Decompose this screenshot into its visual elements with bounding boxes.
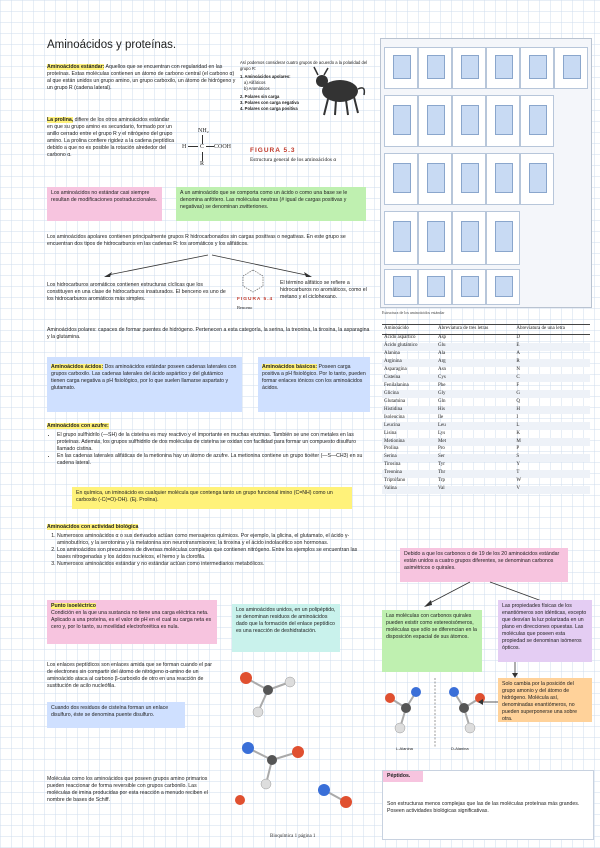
formula-c: C [200, 144, 205, 150]
table-cell: M [514, 438, 590, 446]
opticos-box: Las propiedades físicas de los enantiómeros son idénticas, excepto que desvían la luz polarizada en un plano en direcciones opuestas. Las moléculas que poseen esta propiedad se denominan isómeros ópticos. [498, 600, 592, 662]
isoelectrico-heading: Punto isoeléctrico [51, 603, 96, 609]
table-cell: Isoleucina [384, 414, 405, 420]
table-cell: A [516, 351, 521, 357]
table-row [382, 446, 590, 454]
table-cell: Trp [437, 478, 446, 484]
structure-cell [520, 47, 554, 89]
table-cell: Glicina [382, 390, 436, 398]
polarity-item: 3. Polares con carga negativa [240, 100, 299, 106]
peptidicos-paragraph: Los enlaces peptídicos son enlaces amida que se forman cuando el par de electrones sin compartir del átomo de nitrógeno α-amino de un aminoácido ataca al carbono β-carboxilo de otro en una reacción de sustitución de acilo nucleófila. [47, 662, 212, 690]
formula-cooh: COOH [214, 144, 232, 150]
table-cell: Glu [436, 343, 514, 351]
structure-cell [418, 269, 452, 305]
figure-54-label: FIGURA 5.4 [237, 297, 274, 302]
page-footer: Bioquímica 1 página 1 [270, 834, 316, 839]
table-cell: Tirosina [384, 462, 401, 468]
structure-cell [452, 153, 486, 205]
table-cell: N [516, 367, 521, 373]
acidos-heading: Aminoácidos ácidos: [51, 364, 104, 370]
table-cell: Q [516, 398, 521, 404]
enantiomeros-box: Solo cambia por la posición del grupo amonio y del átomo de hidrógeno. Molécula así, denominadas enantiómeros, no pueden superponerse una sobre otra. [498, 678, 592, 722]
structures-caption: Estructura de los aminoácidos estándar [382, 310, 445, 315]
asimetricos-box: Debido a que los carbonos α de 19 de los 20 aminoácidos estándar están unidos a cuatro grupos diferentes, se denominan carbonos asimétricos o quirales. [400, 548, 568, 582]
basicos-box [258, 357, 370, 412]
actividad-item: 3. Numerosos aminoácidos estándar y no estándar actúan como intermediarios metabólicos. [57, 561, 372, 568]
table-header: Abreviatura de una letra [514, 325, 590, 335]
table-row [382, 390, 590, 398]
benzene-ring-icon [240, 268, 266, 294]
intro-heading: Aminoácidos estándar: [47, 64, 105, 70]
table-cell: Ácido glutámico [382, 343, 436, 351]
polarity-item: 1. Aminoácidos apolares: [240, 74, 291, 80]
down-arrow-icon [510, 662, 520, 678]
structure-cell [486, 269, 520, 305]
table-header: Aminoácido [382, 325, 436, 335]
amino-acid-table [382, 324, 590, 494]
table-header: Abreviatura de tres letras [436, 325, 514, 335]
structure-cell [520, 153, 554, 205]
table-row [382, 438, 590, 446]
table-cell: Ala [437, 351, 446, 357]
table-cell: D [516, 335, 521, 341]
table-cell: Lys [437, 430, 446, 436]
table-cell: Glutamina [384, 398, 406, 404]
actividad-section [47, 524, 372, 568]
structure-cell [452, 95, 486, 147]
table-cell: Asparagina [384, 367, 407, 373]
table-cell: Cisteína [382, 374, 436, 382]
table-cell: Gln [437, 398, 446, 404]
polarity-item: 4. Polares con carga positiva [240, 105, 298, 111]
polipeptido-box: Los aminoácidos unidos, en un polipéptido, se denominan residuos de aminoácidos dado que la formación del enlace peptídico es una reacción de deshidratación. [232, 604, 340, 652]
polarity-item: 2. Polares sin carga [240, 94, 280, 100]
alifatico-paragraph: El término alifático se refiere a hidrocarburos no aromáticos, como el metano y el ciclohexano. [280, 280, 367, 301]
acidos-text: Dos aminoácidos estándar poseen cadenas laterales con grupos carboxilo. Las cadenas laterales del ácido aspártico y del glutámico tienen carga negativa a pH fisiológico, por lo que suelen llamarse aspartato y glutamato. [51, 364, 237, 392]
table-cell: R [514, 359, 590, 367]
table-row [382, 462, 590, 470]
general-formula [178, 127, 232, 175]
peptidos-heading: Péptidos. [383, 771, 423, 782]
table-row [382, 478, 590, 486]
d-alanina-label: D-Alanina [451, 746, 469, 751]
table-cell: S [514, 454, 590, 462]
structure-cell [384, 269, 418, 305]
basicos-heading: Aminoácidos básicos: [262, 364, 318, 370]
figure-54-caption: Benceno [237, 305, 253, 310]
table-row [382, 406, 590, 414]
table-cell: Leu [436, 422, 514, 430]
structure-cell [486, 211, 520, 265]
prolina-text: difiere de los otros aminoácidos estándar en que su grupo amino es secundario, formado por un anillo cerrado entre el grupo R y el nitrógeno del grupo amino. La prolina confiere rigidez a la cadena peptídica debido a que no es posible la rotación alrededor del carbono α. [47, 117, 175, 159]
table-cell: Treonina [382, 470, 436, 478]
table-row [382, 334, 590, 342]
acidos-box [47, 357, 242, 412]
intro-paragraph [47, 64, 237, 92]
table-cell: Lisina [384, 430, 397, 436]
table-cell: Val [436, 486, 514, 494]
l-alanina-label: L-Alanina [396, 746, 413, 751]
structure-cell [418, 211, 452, 265]
azufre-item: • En las cadenas laterales alifáticas de la metionina hay un átomo de azufre. La metionina contiene un grupo tioéter (—S—CH3) en su cadena lateral. [57, 453, 372, 467]
structure-cell [452, 47, 486, 89]
actividad-heading: Aminoácidos con actividad biológica [47, 524, 139, 530]
table-cell: Metionina [382, 438, 436, 446]
structure-cell [486, 95, 520, 147]
peptidos-text: Son estructuras menos complejas que las de las moléculas proteínas más grandes. Poseen actividades biológicas significativas. [387, 801, 580, 815]
structure-cell [384, 153, 418, 205]
mascot-illustration [308, 65, 368, 117]
iminoacido-box: En química, un iminoácido es cualquier molécula que contenga tanto un grupo funcional imino (C=NH) como un carboxilo (-C(=O)-OH). (Ej. Prolina). [72, 487, 352, 509]
no-estandar-box: Los aminoácidos no estándar casi siempre resultan de modificaciones postraduccionales. [47, 187, 162, 221]
table-cell: Ile [437, 414, 444, 420]
structure-cell [520, 95, 554, 147]
table-cell: H [514, 406, 590, 414]
formula-h: H [182, 144, 187, 150]
structure-cell [486, 47, 520, 89]
structure-cell [452, 211, 486, 265]
structure-cell [384, 47, 418, 89]
figure-53-label: FIGURA 5.3 [250, 147, 296, 154]
structure-cell [384, 95, 418, 147]
table-row [382, 367, 590, 375]
isoelectrico-box [47, 600, 217, 644]
table-cell: Valina [382, 486, 436, 494]
table-row [382, 343, 590, 351]
table-cell: Histidina [382, 406, 436, 414]
table-cell: Met [436, 438, 514, 446]
table-cell: Prolina [384, 446, 399, 452]
branch-arrows [90, 253, 330, 279]
azufre-section [47, 423, 372, 467]
table-cell: Leucina [382, 422, 436, 430]
table-cell: W [516, 478, 522, 484]
table-cell: T [514, 470, 590, 478]
table-row [382, 414, 590, 422]
table-row [382, 359, 590, 367]
formula-bond [206, 146, 214, 147]
structure-cell [384, 211, 418, 265]
table-cell: His [436, 406, 514, 414]
table-cell: Serina [382, 454, 436, 462]
table-cell: Cys [436, 374, 514, 382]
polarity-title: Así podemos considerar cuatro grupos de acuerdo a la polaridad del grupo R: [240, 60, 368, 71]
cistina-box: Cuando dos residuos de cisteína forman un enlace disulfuro, éste se denomina puente disulfuro. [47, 702, 185, 728]
zwitterion-box: A un aminoácido que se comporta como un ácido o como una base se le denomina anfótero. Las moléculas neutras (# igual de cargas positivas y negativas) se denominan zwitteriones. [176, 187, 366, 221]
structure-cell [452, 269, 486, 305]
left-arrow-icon [478, 698, 498, 706]
formula-nh2: NH₂ [198, 128, 209, 134]
polares-paragraph: Aminoácidos polares: capaces de formar puentes de hidrógeno. Pertenecen a esta categoría, la serina, la treonina, la tirosina, la asparagina y la glutamina. [47, 327, 370, 341]
peptidos-section [382, 770, 594, 840]
structure-cell [418, 153, 452, 205]
table-cell: Ser [436, 454, 514, 462]
table-row [382, 422, 590, 430]
table-cell: Gly [436, 390, 514, 398]
aromaticos-paragraph: Los hidrocarburos aromáticos contienen estructuras cíclicas que los constituyen en una clase de hidrocarburos insaturados. El benceno es uno de los hidrocarburos aromáticos más simples. [47, 282, 226, 303]
table-row [382, 382, 590, 390]
figure-53-caption: Estructura general de los aminoácidos α [250, 157, 337, 163]
amino-acid-structures-figure [380, 38, 592, 308]
table-row [382, 374, 590, 382]
structure-cell [486, 153, 520, 205]
table-cell: Arg [436, 359, 514, 367]
peptide-molecule-illustration [228, 660, 378, 825]
table-cell: Triptófano [384, 478, 406, 484]
table-cell: Thr [436, 470, 514, 478]
table-cell: Asn [437, 367, 447, 373]
basicos-text: Poseen carga positiva a pH fisiológico. Por lo tanto, pueden formar enlaces iónicos con los aminoácidos ácidos. [262, 364, 366, 392]
table-cell: Pro [437, 446, 445, 452]
prolina-heading: La prolina, [47, 117, 74, 123]
azufre-heading: Aminoácidos con azufre: [47, 423, 109, 429]
table-cell: Fenilalanina [384, 382, 409, 388]
table-cell: I [516, 414, 519, 420]
azufre-item: • El grupo sulfhidrilo (—SH) de la cisteína es muy reactivo y el importante en muchas enzimas. También se une con metales en las proteínas. Además, los grupos sulfhidrilo de dos moléculas de cisteína se oxidan con facilidad para formar un compuesto disulfuro llamado cistina. [57, 432, 372, 453]
table-cell: G [514, 390, 590, 398]
table-cell: Ácido aspártico [384, 335, 416, 341]
estereoisomeros-box: Las moléculas con carbonos quirales pueden existir como estereoisómeros, moléculas que sólo se diferencian en la disposición espacial de sus átomos. [382, 610, 482, 672]
reaccionar-paragraph: Moléculas como los aminoácidos que poseen grupos amino primarios pueden reaccionar de forma reversible con grupos carbonilo. Las moléculas de imina producidas por esta reacción a menudo reciben el nombre de bases de Schiff. [47, 776, 208, 804]
table-row [382, 454, 590, 462]
actividad-item: 1. Numerosos aminoácidos α o sus derivados actúan como mensajeros químicos. Por ejemplo, la glicina, el glutamato, el ácido γ-aminobutírico, y la serotonina y la melatonina son neurotransmisores; la tiroxina y el ácido indolacético son hormonas. [57, 533, 372, 547]
table-cell: F [516, 382, 520, 388]
table-cell: Y [516, 462, 521, 468]
page-title: Aminoácidos y proteínas. [47, 39, 177, 51]
table-cell: Asp [437, 335, 447, 341]
formula-r: R [200, 161, 205, 167]
formula-bond [188, 146, 198, 147]
table-cell: Arginina [382, 359, 436, 367]
table-cell: Alanina [384, 351, 400, 357]
polarity-item: a) Alifáticos [244, 80, 266, 86]
table-cell: E [514, 343, 590, 351]
table-row [382, 351, 590, 359]
prolina-paragraph [47, 117, 175, 159]
table-cell: K [516, 430, 521, 436]
table-cell: Phe [437, 382, 446, 388]
table-cell: L [514, 422, 590, 430]
table-cell: V [514, 486, 590, 494]
table-cell: C [514, 374, 590, 382]
structure-cell [418, 47, 452, 89]
table-row [382, 470, 590, 478]
intro-text: Aquellos que se encuentran con regularidad en las proteínas. Estas moléculas contienen un átomo de carbono central (el carbono α) al que están unidos un grupo amino, un grupo carboxilo, un átomo de hidrógeno y un grupo R (cadena lateral). [47, 64, 236, 92]
structure-cell [554, 47, 588, 89]
apolares-paragraph: Los aminoácidos apolares contienen principalmente grupos R hidrocarbonados sin cargas positivas o negativas. En este grupo se encuentran dos tipos de hidrocarburos en las cadenas R: los aromáticos y los alifáticos. [47, 234, 346, 248]
isoelectrico-text: Condición en la que una sustancia no tiene una carga eléctrica neta. Aplicado a una proteína, es el valor de pH en el cual su carga neta es cero y, por lo tanto, su movilidad electroforética es nula. [51, 610, 212, 631]
structure-cell [418, 95, 452, 147]
table-cell: Tyr [437, 462, 445, 468]
table-row [382, 398, 590, 406]
table-row [382, 486, 590, 494]
actividad-item: 2. Los aminoácidos son precursores de diversas moléculas complejas que contienen nitrógeno. Entre los ejemplos se encuentran las bases nitrogenadas y los ácidos nucleicos, el hemo y la clorofila. [57, 547, 372, 561]
table-row [382, 430, 590, 438]
table-cell: P [516, 446, 520, 452]
polarity-item: b) Aromáticos [244, 85, 270, 91]
